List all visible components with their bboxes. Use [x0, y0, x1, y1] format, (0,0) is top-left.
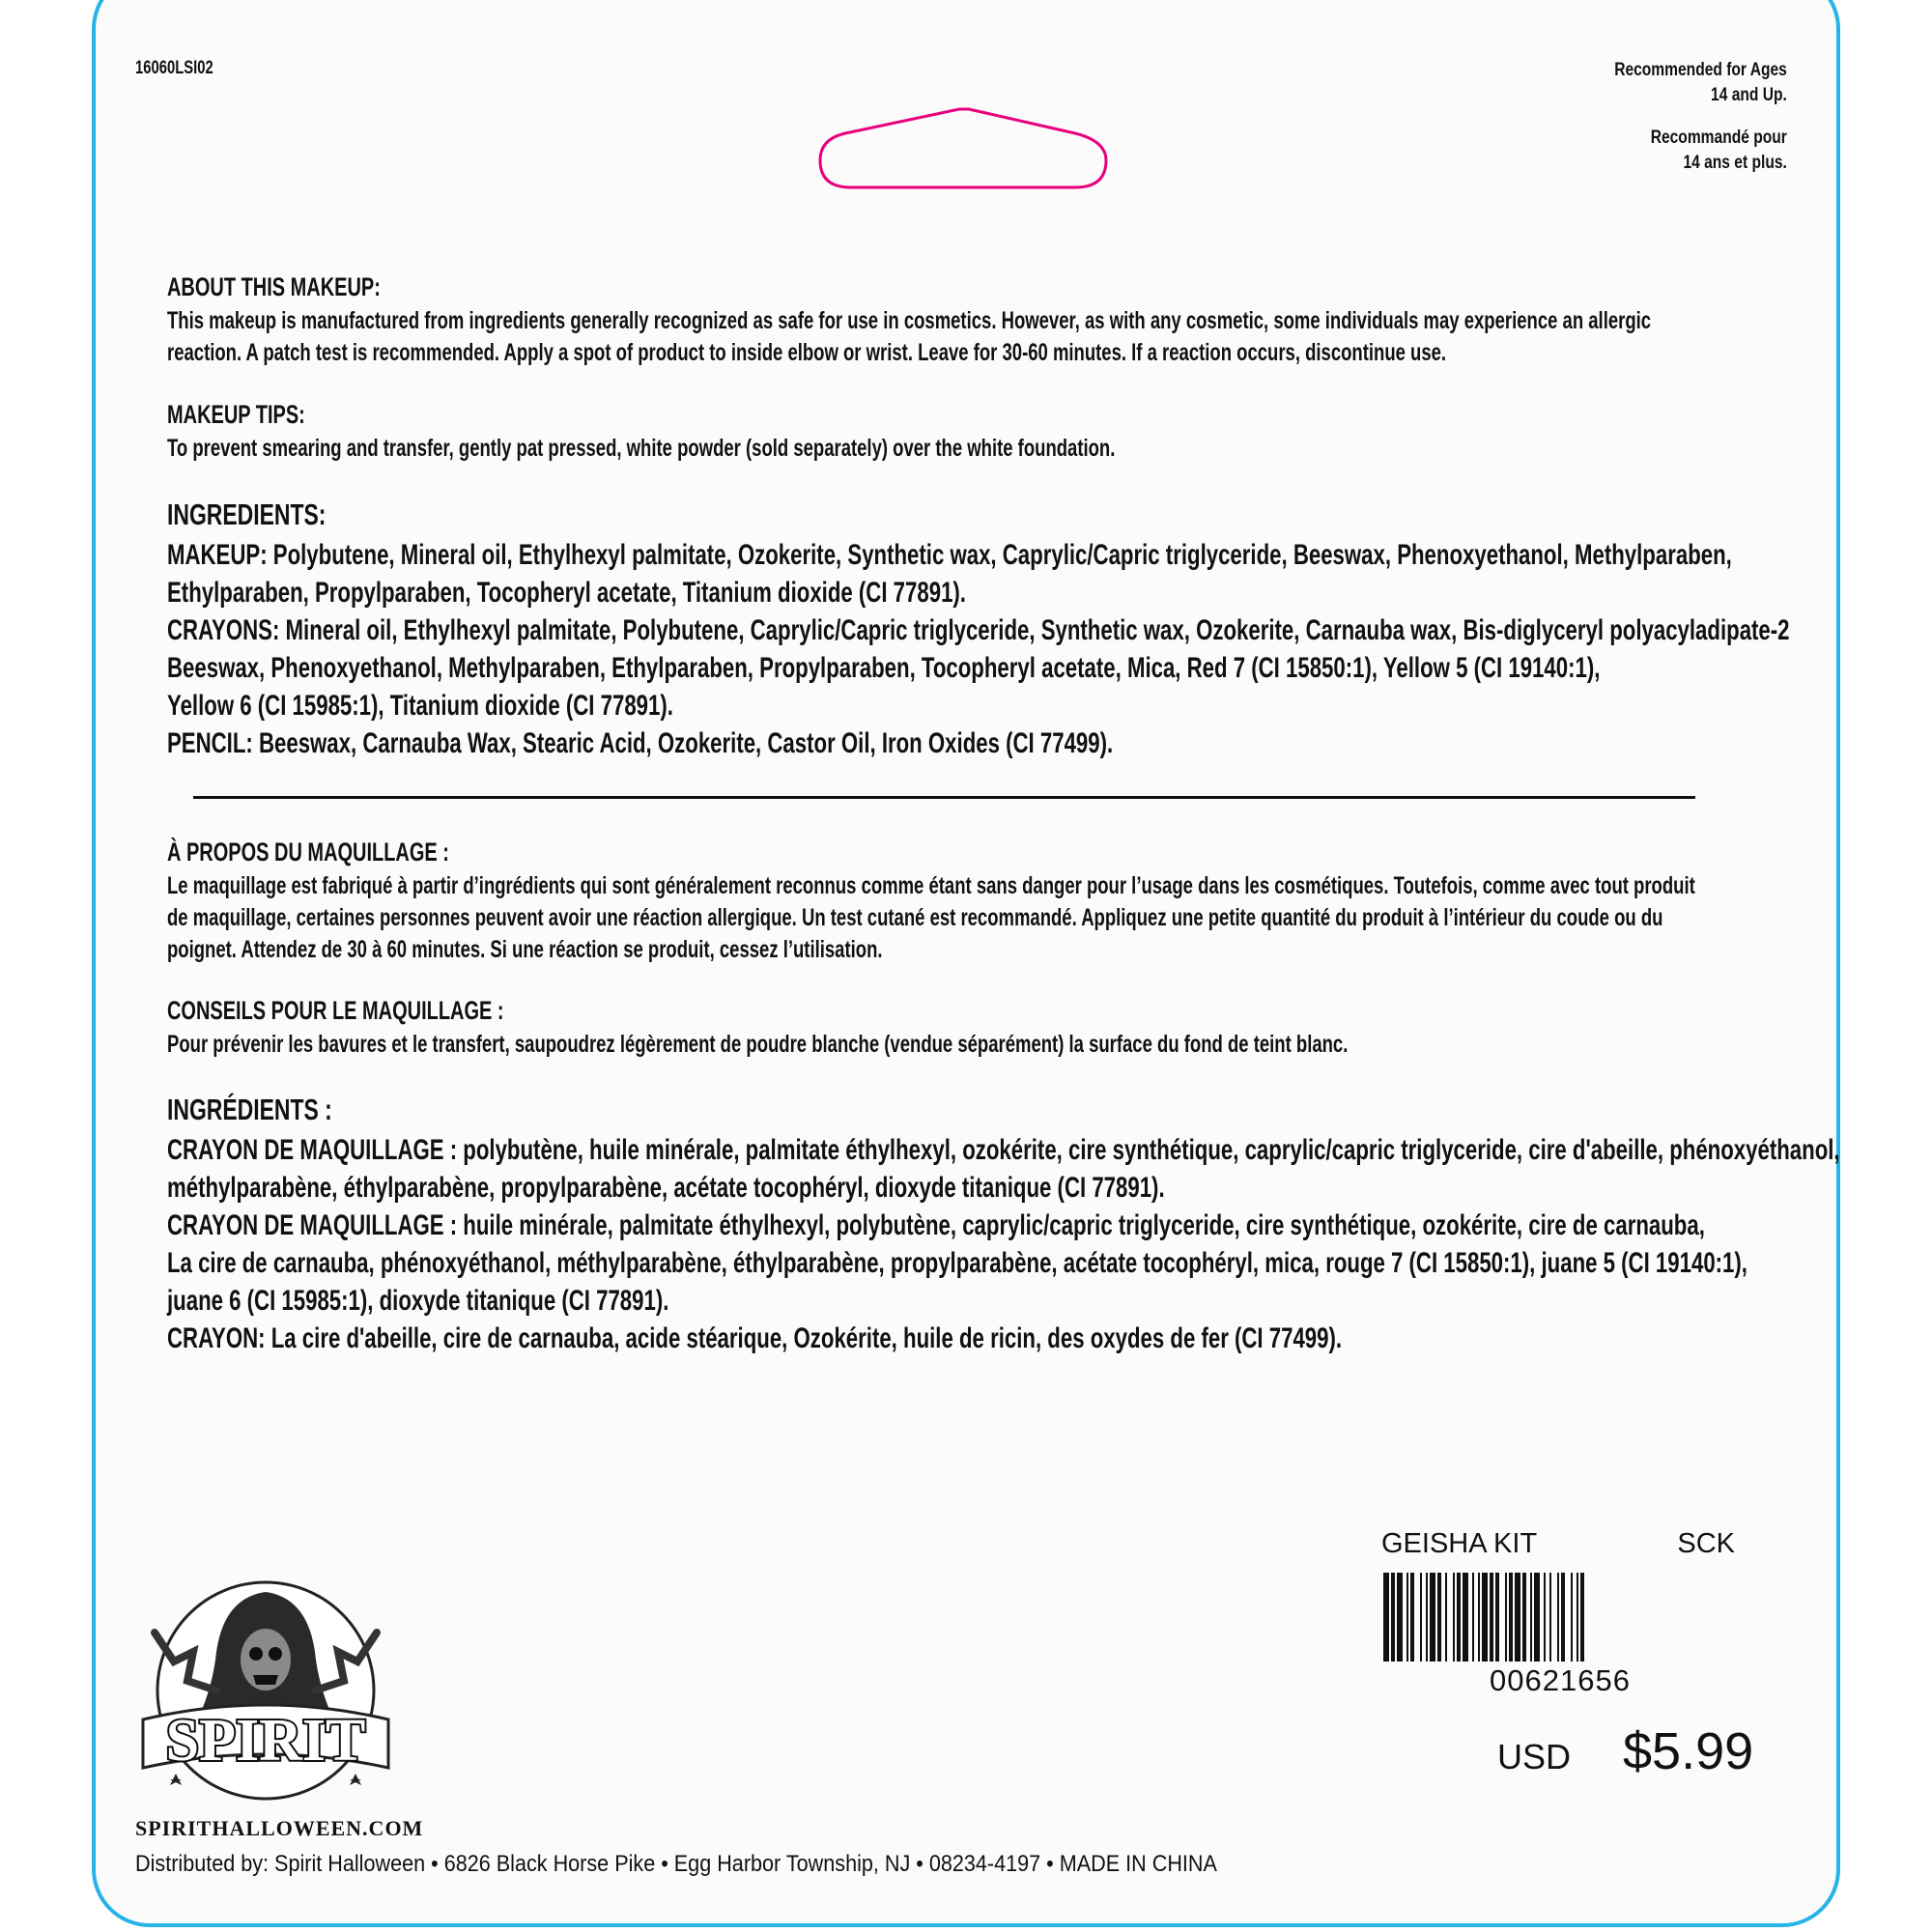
tips-section-fr — [167, 996, 1763, 1061]
barcode-bar — [1426, 1573, 1428, 1662]
barcode-bar — [1463, 1573, 1468, 1662]
ingredients-title-fr: INGRÉDIENTS : — [167, 1093, 332, 1126]
ingredient-line-en: MAKEUP: Polybutene, Mineral oil, Ethylhexyl palmitate, Ozokerite, Synthetic wax, Caprylic/Capric triglyceride, Beeswax, Phenoxyethanol, Methylparaben, — [167, 539, 1732, 571]
tips-line-en: To prevent smearing and transfer, gently pat pressed, white powder (sold separately) over the white foundation. — [167, 435, 1116, 462]
barcode-bar — [1397, 1573, 1403, 1662]
about-line-en-2: reaction. A patch test is recommended. Apply a spot of product to inside elbow or wrist. Leave for 30-60 minutes. If a reaction occurs, discontinue use. — [167, 339, 1447, 366]
barcode-bar — [1453, 1573, 1455, 1662]
barcode-number: 00621656 — [1490, 1663, 1631, 1697]
ingredients-section-en — [167, 497, 1932, 762]
ingredient-line-fr: CRAYON DE MAQUILLAGE : polybutène, huile minérale, palmitate éthylhexyl, ozokérite, cire synthétique, caprylic/capric triglyceride, cire d'abeille, phénoxyéthanol, — [167, 1134, 1840, 1166]
about-line-fr-2: de maquillage, certaines personnes peuvent avoir une réaction allergique. Un test cutané est recommandé. Appliquez une petite quantité du produit à l’intérieur du coude ou du — [167, 904, 1663, 931]
barcode-bar — [1509, 1573, 1513, 1662]
barcode-bar — [1571, 1573, 1573, 1662]
dept-code: SCK — [1677, 1528, 1735, 1559]
age-fr-line-1: Recommandé pour — [1650, 128, 1787, 148]
barcode-bar — [1495, 1573, 1499, 1662]
distributor-line: Distributed by: Spirit Halloween • 6826 Black Horse Pike • Egg Harbor Township, NJ • 08234-4197 • MADE IN CHINA — [135, 1851, 1217, 1877]
hang-hole-icon — [816, 104, 1112, 193]
barcode-bar — [1430, 1573, 1435, 1662]
barcode-bar — [1472, 1573, 1474, 1662]
tips-title-fr: CONSEILS POUR LE MAQUILLAGE : — [167, 996, 504, 1025]
age-en-line-1: Recommended for Ages — [1614, 60, 1787, 80]
barcode-bar — [1490, 1573, 1493, 1662]
tips-section-en — [167, 400, 1448, 465]
ingredients-section-fr — [167, 1093, 1932, 1357]
about-section-en — [167, 272, 1932, 369]
age-en-line-2: 14 and Up. — [1711, 85, 1787, 105]
barcode-bar — [1522, 1573, 1526, 1662]
barcode-bar — [1445, 1573, 1447, 1662]
ingredient-line-fr: CRAYON DE MAQUILLAGE : huile minérale, palmitate éthylhexyl, polybutène, caprylic/capric triglyceride, cire synthétique, ozokérite, cire de carnauba, — [167, 1209, 1705, 1241]
barcode-bar — [1482, 1573, 1488, 1662]
tips-line-fr: Pour prévenir les bavures et le transfert, saupoudrez légèrement de poudre blanche (vendue séparément) la surface du fond de teint blanc. — [167, 1031, 1349, 1058]
currency-label: USD — [1497, 1737, 1572, 1776]
about-title-fr: À PROPOS DU MAQUILLAGE : — [167, 838, 449, 867]
barcode-bar — [1457, 1573, 1461, 1662]
barcode-bar — [1580, 1573, 1584, 1662]
barcode-bar — [1530, 1573, 1532, 1662]
about-section-fr — [167, 838, 1932, 966]
barcode-bar — [1561, 1573, 1565, 1662]
barcode-bar — [1549, 1573, 1551, 1662]
age-fr-line-2: 14 ans et plus. — [1683, 153, 1787, 173]
about-line-en-1: This makeup is manufactured from ingredients generally recognized as safe for use in cosmetics. However, as with any cosmetic, some individuals may experience an allergic — [167, 307, 1652, 334]
barcode-bar — [1505, 1573, 1507, 1662]
barcode-bar — [1534, 1573, 1540, 1662]
product-code: 16060LSI02 — [135, 58, 213, 78]
ingredient-line-fr: juane 6 (CI 15985:1), dioxyde titanique (CI 77891). — [167, 1285, 669, 1317]
barcode-bar — [1515, 1573, 1520, 1662]
logo-wordmark: SPIRIT — [165, 1708, 366, 1774]
barcode-bar — [1577, 1573, 1578, 1662]
ingredients-title-en: INGREDIENTS: — [167, 497, 327, 531]
section-divider — [193, 796, 1695, 799]
website-url: SPIRITHALLOWEEN.COM — [135, 1816, 424, 1840]
ingredient-line-fr: méthylparabène, éthylparabène, propylparabène, acétate tocophéryl, dioxyde titanique (CI 77891). — [167, 1172, 1165, 1204]
price-label-header — [1381, 1528, 1735, 1560]
about-title-en: ABOUT THIS MAKEUP: — [167, 272, 381, 301]
about-line-fr-1: Le maquillage est fabriqué à partir d’ingrédients qui sont généralement reconnus comme étant sans danger pour l’usage dans les cosmétiques. Toutefois, comme avec tout produit — [167, 872, 1695, 899]
tips-title-en: MAKEUP TIPS: — [167, 400, 305, 429]
barcode-bar — [1478, 1573, 1480, 1662]
barcode-bar — [1437, 1573, 1441, 1662]
ingredient-line-en: Ethylparaben, Propylparaben, Tocopheryl acetate, Titanium dioxide (CI 77891). — [167, 577, 966, 609]
barcode-bar — [1544, 1573, 1546, 1662]
barcode-bar — [1557, 1573, 1559, 1662]
product-name: GEISHA KIT — [1381, 1528, 1538, 1559]
price-row — [1497, 1721, 1753, 1781]
ingredient-line-en: PENCIL: Beeswax, Carnauba Wax, Stearic Acid, Ozokerite, Castor Oil, Iron Oxides (CI 77499). — [167, 727, 1114, 759]
barcode-bar — [1406, 1573, 1408, 1662]
about-line-fr-3: poignet. Attendez de 30 à 60 minutes. Si une réaction se produit, cessez l’utilisation. — [167, 936, 883, 963]
barcode-bar — [1410, 1573, 1414, 1662]
barcode-bar — [1391, 1573, 1395, 1662]
ingredient-line-fr: CRAYON: La cire d'abeille, cire de carnauba, acide stéarique, Ozokérite, huile de ricin, des oxydes de fer (CI 77499). — [167, 1322, 1343, 1354]
ingredient-line-en: Beeswax, Phenoxyethanol, Methylparaben, Ethylparaben, Propylparaben, Tocopheryl acetate, Mica, Red 7 (CI 15850:1), Yellow 5 (CI 19140:1), — [167, 652, 1601, 684]
barcode-icon — [1383, 1573, 1737, 1662]
price-value: $5.99 — [1623, 1722, 1754, 1780]
age-recommendation — [1577, 58, 1787, 176]
spirit-logo-icon — [135, 1575, 396, 1806]
ingredient-line-fr: La cire de carnauba, phénoxyéthanol, méthylparabène, éthylparabène, propylparabène, acétate tocophéryl, mica, rouge 7 (CI 15850:1), juane 5 (CI 19140:1), — [167, 1247, 1747, 1279]
barcode-bar — [1420, 1573, 1422, 1662]
ingredient-line-en: Yellow 6 (CI 15985:1), Titanium dioxide (CI 77891). — [167, 690, 673, 722]
ingredient-line-en: CRAYONS: Mineral oil, Ethylhexyl palmitate, Polybutene, Caprylic/Capric triglyceride, Synthetic wax, Ozokerite, Carnauba wax, Bis-diglyceryl polyacyladipate-2 — [167, 614, 1790, 646]
barcode-bar — [1383, 1573, 1389, 1662]
